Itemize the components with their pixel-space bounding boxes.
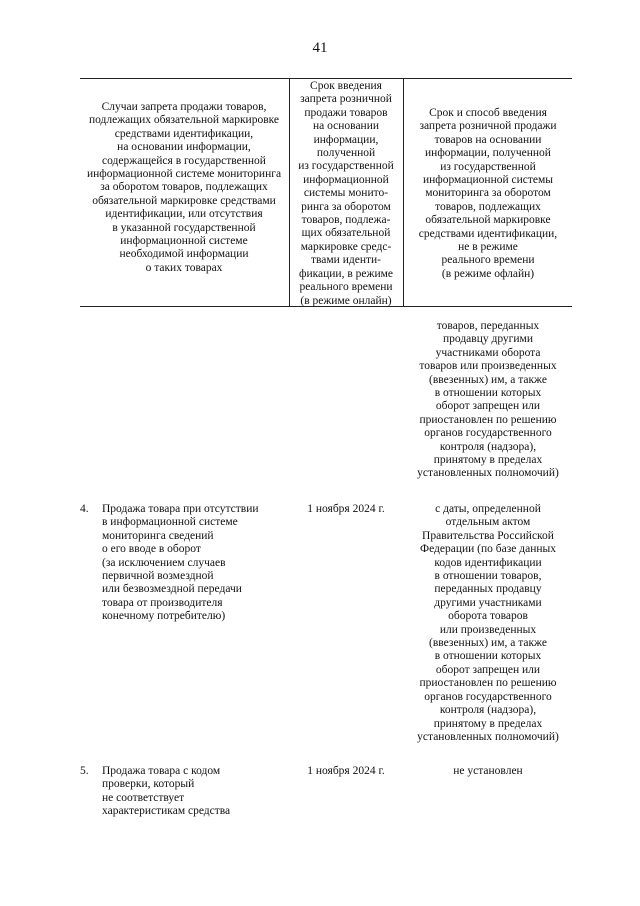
- table-top-rule: [80, 78, 572, 79]
- continuation-text: товаров, переданных продавцу другими участниками оборота товаров или произведенных (ввезенных) им, а также в отношении которых оборот запрещен или приостановлен по решению органов государственного контроля (надзора), принятому в пределах установленных полномочий): [417, 320, 559, 480]
- row-5-case: Продажа товара с кодом проверки, который не соответствует характеристикам средства: [102, 765, 231, 818]
- row-5-offline: не установлен: [453, 765, 523, 777]
- row-4-online: 1 ноября 2024 г.: [307, 503, 385, 515]
- page-number: 41: [312, 40, 328, 56]
- header-online-term: Срок введения запрета розничной продажи товаров на основании информации, полученной из государственной информационной системы монито- ринга за оборотом товаров, подлежа- щих обязательной маркировке средс- твами иденти- фикации, в режиме реального времени (в режиме онлайн): [298, 80, 394, 307]
- row-4-case: Продажа товара при отсутствии в информационной системе мониторинга сведений о его вводе в оборот (за исключением случаев первичной возмездной или безвозмездной передачи товара от производителя конечному потребителю): [102, 503, 259, 623]
- row-4-offline: с даты, определенной отдельным актом Правительства Российской Федерации (по базе данных кодов идентификации в отношении товаров, переданных продавцу другими участниками оборота товаров или произведенных (ввезенных) им, а также в отношении которых оборот запрещен или приостановлен по решению органов государственного контроля (надзора), принятому в пределах установленных полномочий): [417, 503, 559, 743]
- row-5-online: 1 ноября 2024 г.: [307, 765, 385, 777]
- row-5-number: 5.: [80, 765, 89, 777]
- header-cases: Случаи запрета продажи товаров, подлежащих обязательной маркировке средствами идентификации, на основании информации, содержащейся в государственной информационной системе мониторинга за оборотом товаров, подлежащих обязательной маркировке средствами идентификации, или отсутствия в указанной государственной информационной системе необходимой информации о таких товарах: [86, 101, 282, 274]
- header-offline-term: Срок и способ введения запрета розничной продажи товаров на основании информации, полученной из государственной информационной системы мониторинга за оборотом товаров, подлежащих обязательной маркировке средствами идентификации, не в режиме реального времени (в режиме офлайн): [418, 107, 558, 280]
- row-4-number: 4.: [80, 503, 89, 515]
